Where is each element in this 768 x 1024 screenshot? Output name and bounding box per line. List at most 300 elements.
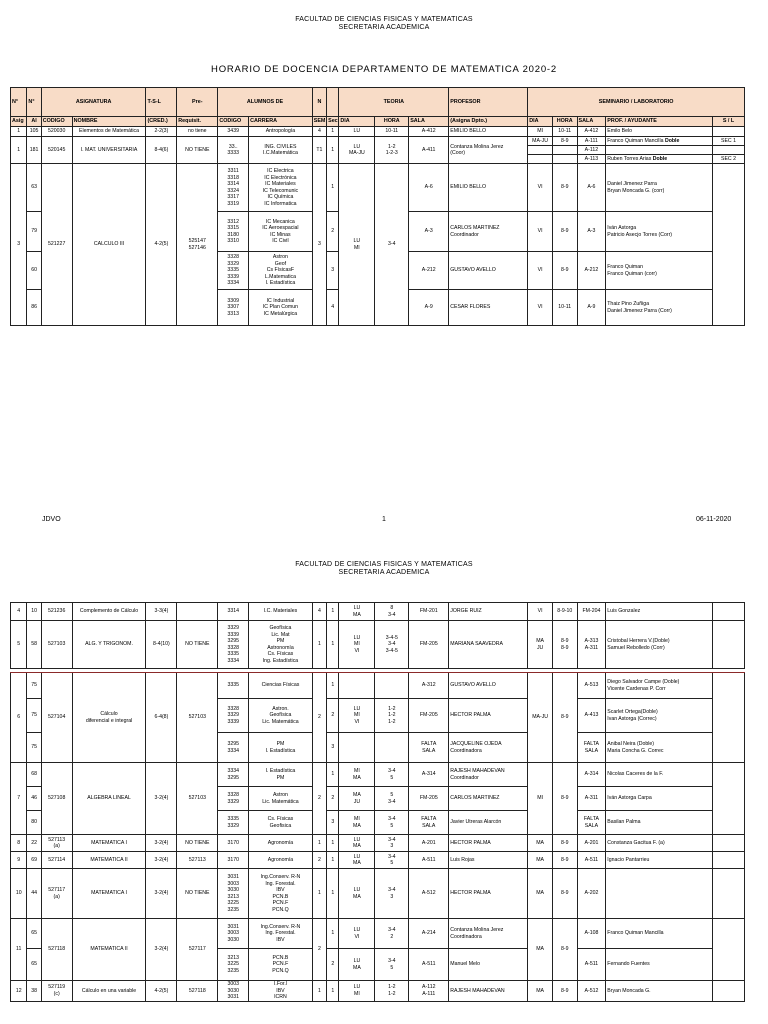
col-hora2: HORA — [552, 117, 577, 127]
cell-req: 525147 527146 — [177, 164, 218, 326]
cell-dia: LU — [339, 127, 375, 137]
cell-sala: A-6 — [409, 164, 449, 212]
cell-sem-sala: A-108 — [577, 919, 606, 949]
cell-profesor: RAJESH MAHADEVAN Coordinador — [449, 763, 528, 787]
cell-al: 75 — [27, 673, 41, 699]
cell-sem: 3 — [312, 164, 326, 326]
cell-sem-sala: A-512 — [577, 981, 606, 1002]
cell-sl — [713, 673, 745, 763]
cell-sala: A-9 — [409, 290, 449, 326]
cell-sem: 2 — [312, 919, 326, 981]
col-asig: Asig — [11, 117, 27, 127]
table-row — [11, 603, 745, 621]
cell-cred: 3-2(4) — [146, 852, 177, 869]
cell-profesor: RAJESH MAHADEVAN — [449, 981, 528, 1002]
cell-profesor: Manuel Melo — [449, 949, 528, 981]
cell-ayudante — [606, 137, 713, 146]
cell-carr-cod: 3439 — [218, 127, 249, 137]
table-row — [11, 763, 745, 787]
cell-asig: 1 — [11, 137, 27, 164]
cell-hora: 3-4 3 — [375, 835, 409, 852]
cell-asig: 7 — [11, 763, 27, 835]
cell-sem-hora: 8-9 — [552, 164, 577, 212]
cell-sala: A-511 — [409, 949, 449, 981]
cell-sem-sala: A-9 — [577, 290, 606, 326]
footer-date: 06-11-2020 — [696, 516, 732, 523]
cell-hora — [375, 673, 409, 699]
cell-sem-hora: 8-9 — [552, 981, 577, 1002]
cell-carrera: Antropología — [249, 127, 313, 137]
cell-dia: MI MA — [339, 763, 375, 787]
cell-req — [177, 603, 218, 621]
cell-sem-dia: VI — [528, 603, 553, 621]
cell-carr-cod: 3334 3295 — [218, 763, 249, 787]
cell-sem-hora — [552, 155, 577, 164]
cell-sem-hora: 8-9 — [552, 919, 577, 981]
cell-carr-cod: 3335 — [218, 673, 249, 699]
cell-codigo: 527118 — [41, 919, 72, 981]
cell-ayudante: Constanza Gacitua F. (a) — [606, 835, 713, 852]
cell-sem-sala: A-314 — [577, 763, 606, 787]
cell-sl — [713, 146, 745, 155]
cell-al: 80 — [27, 811, 41, 835]
cell-profesor: HECTOR PALMA — [449, 699, 528, 733]
cell-sem-hora: 8-9 — [552, 673, 577, 763]
cell-nombre: ALGEBRA LINEAL — [72, 763, 146, 835]
cell-cred: 2-2(3) — [146, 127, 177, 137]
cell-asig: 8 — [11, 835, 27, 852]
col-sala: SALA — [409, 117, 449, 127]
secretaria-header: SECRETARIA ACADEMICA — [338, 24, 430, 31]
cell-carrera: PCN.B PCN.F PCN.Q — [249, 949, 313, 981]
cell-cred: 3-2(4) — [146, 919, 177, 981]
cell-asig: 12 — [11, 981, 27, 1002]
cell-dia: LU MA-JU — [339, 137, 375, 164]
cell-sem-sala: A-511 — [577, 852, 606, 869]
cell-sem-dia: VI — [528, 164, 553, 212]
cell-codigo: 527108 — [41, 763, 72, 835]
cell-sec: 2 — [327, 212, 339, 252]
cell-ayudante — [606, 155, 713, 164]
cell-sem-dia: VI — [528, 252, 553, 290]
cell-carrera: Geofísica Lic. Mat PM Astronomía Cs. Físicas Ing. Estadística — [249, 621, 313, 669]
cell-hora: 3-4 3 — [375, 869, 409, 919]
cell-sem-sala: A-111 — [577, 137, 606, 146]
cell-al: 68 — [27, 763, 41, 787]
cell-carr-cod: 3295 3334 — [218, 733, 249, 763]
cell-al: 10 — [27, 603, 41, 621]
faculty-header: FACULTAD DE CIENCIAS FISICAS Y MATEMATICAS — [295, 16, 473, 23]
cell-carr-cod: 3309 3307 3313 — [218, 290, 249, 326]
cell-dia — [339, 733, 375, 763]
cell-hora: 5 3-4 — [375, 787, 409, 811]
cell-sem-hora: 10-11 — [552, 127, 577, 137]
cell-nombre: Cálculo diferencial e integral — [72, 673, 146, 763]
cell-sem: 4 — [312, 127, 326, 137]
cell-carr-cod: 33.. 3333 — [218, 137, 249, 164]
cell-sem-dia: MI — [528, 127, 553, 137]
cell-ayudante: Bryan Moncada G. — [606, 981, 713, 1002]
cell-sem-sala: A-313 A-311 — [577, 621, 606, 669]
cell-codigo: 527113 (a) — [41, 835, 72, 852]
cell-codigo: 520145 — [41, 137, 72, 164]
cell-sala: FALTA SALA — [409, 811, 449, 835]
cell-carr-cod: 3170 — [218, 835, 249, 852]
cell-dia — [339, 673, 375, 699]
cell-profesor: GUSTAVO AVELLO — [449, 252, 528, 290]
cell-nombre: Complemento de Cálculo — [72, 603, 146, 621]
cell-nombre: MATEMATICA I — [72, 869, 146, 919]
cell-sl — [713, 763, 745, 835]
cell-sem-hora: 8-9-10 — [552, 603, 577, 621]
cell-ayudante: Ignacio Pantarrieu — [606, 852, 713, 869]
cell-al: 181 — [27, 137, 41, 164]
cell-sem: 2 — [312, 673, 326, 763]
cell-sem-dia: MA — [528, 869, 553, 919]
cell-sec: 2 — [327, 699, 339, 733]
cell-sl — [713, 869, 745, 919]
cell-sem-sala: FM-204 — [577, 603, 606, 621]
table-row — [11, 919, 745, 949]
cell-sem-sala: A-6 — [577, 164, 606, 212]
cell-profesor: EMILIO BELLO — [449, 127, 528, 137]
cell-ayudante: Franco Quiman Franco Quiman (corr) — [606, 252, 713, 290]
cell-dia: LU VI — [339, 919, 375, 949]
col-tsl: T-S-L — [146, 88, 177, 117]
cell-req: 527113 — [177, 852, 218, 869]
cell-dia: MI MA — [339, 811, 375, 835]
cell-nombre: I. MAT. UNIVERSITARIA — [72, 137, 146, 164]
cell-carr-cod: 3329 3339 3295 3328 3335 3334 — [218, 621, 249, 669]
cell-al: 105 — [27, 127, 41, 137]
cell-ayudante: Franco Quiman Mancilla — [606, 919, 713, 949]
cell-nombre: ALG. Y TRIGONOM. — [72, 621, 146, 669]
cell-sem-sala: A-513 — [577, 673, 606, 699]
cell-sec: 1 — [327, 164, 339, 212]
cell-sem-sala: A-3 — [577, 212, 606, 252]
cell-nombre: MATEMATICA I — [72, 835, 146, 852]
cell-sala: A-212 — [409, 252, 449, 290]
table-row — [11, 869, 745, 919]
cell-al: 60 — [27, 252, 41, 290]
cell-sem-dia: MA — [528, 981, 553, 1002]
cell-ayudante: Cristobal Herrera V.(Doble) Samuel Rebolledo (Corr) — [606, 621, 713, 669]
col-asigna: (Asigna Dpto.) — [449, 117, 528, 127]
cell-sec: 1 — [327, 981, 339, 1002]
cell-al: 75 — [27, 699, 41, 733]
cell-dia: LU MA — [339, 949, 375, 981]
cell-sl — [713, 835, 745, 852]
cell-sem-hora: 8-9 — [552, 852, 577, 869]
table-row — [11, 127, 745, 137]
cell-sem-hora — [552, 146, 577, 155]
cell-carrera: Astron Geof Cs FísicasF L.Matematica I. Estadística — [249, 252, 313, 290]
cell-cred: 3-2(4) — [146, 869, 177, 919]
col-hora: HORA — [375, 117, 409, 127]
cell-carrera: Astron Lic. Matemática — [249, 787, 313, 811]
cell-nombre: Cálculo en una variable — [72, 981, 146, 1002]
cell-profesor: Contanza Molina Jerez Coordinadora — [449, 919, 528, 949]
cell-sec: 1 — [327, 835, 339, 852]
cell-sem-dia: MA JU — [528, 621, 553, 669]
cell-hora: 3-4 5 — [375, 852, 409, 869]
cell-hora: 3-4 5 — [375, 763, 409, 787]
cell-dia: LU MA — [339, 835, 375, 852]
cell-sala: A-312 — [409, 673, 449, 699]
cell-sec: 1 — [327, 852, 339, 869]
header-row-2 — [11, 117, 745, 127]
schedule-table-page1 — [10, 87, 745, 326]
cell-sem-sala: A-112 — [577, 146, 606, 155]
cell-profesor: EMILIO BELLO — [449, 164, 528, 212]
cell-al: 63 — [27, 164, 41, 212]
cell-carrera: Ing.Conserv. R-N Ing. Forestal. IBV PCN.B PCN.F PCN.Q — [249, 869, 313, 919]
table-row — [11, 835, 745, 852]
cell-sem-hora: 8-9 — [552, 835, 577, 852]
faculty-header-page2: FACULTAD DE CIENCIAS FISICAS Y MATEMATICAS — [295, 561, 473, 568]
cell-carrera: IC Mecanica IC Aeroespacial IC Minas IC Civil — [249, 212, 313, 252]
footer-author: JDVO — [42, 516, 61, 523]
cell-sem: T1 — [312, 137, 326, 164]
cell-req: NO TIENE — [177, 621, 218, 669]
cell-carrera: Agronomía — [249, 835, 313, 852]
cell-profesor: Contanza Molina Jerez (Coor) — [449, 137, 528, 164]
col-sala2: SALA — [577, 117, 606, 127]
cell-sala: A-112 A-111 — [409, 981, 449, 1002]
cell-carrera: ING. CIVILES I.C.Matemática — [249, 137, 313, 164]
cell-carr-cod: 3003 3030 3031 — [218, 981, 249, 1002]
cell-profesor: MARIANA SAAVEDRA — [449, 621, 528, 669]
cell-cred: 8-4(6) — [146, 137, 177, 164]
col-codigo: CODIGO — [41, 117, 72, 127]
col-dia: DIA — [339, 117, 375, 127]
cell-al: 65 — [27, 949, 41, 981]
cell-sl: SEC 2 — [713, 155, 745, 164]
cell-sala: FM-205 — [409, 621, 449, 669]
cell-profesor: GUSTAVO AVELLO — [449, 673, 528, 699]
cell-ayudante: Thaiz Pino Zuñiga Daniel Jimenez Parra (Corr) — [606, 290, 713, 326]
cell-dia: LU MA — [339, 603, 375, 621]
cell-carr-cod: 3335 3329 — [218, 811, 249, 835]
cell-sem-sala: A-412 — [577, 127, 606, 137]
cell-sem-dia: VI — [528, 290, 553, 326]
cell-profesor: CESAR FLORES — [449, 290, 528, 326]
cell-sem-hora: 8-9 — [552, 763, 577, 835]
cell-sem-hora: 10-11 — [552, 290, 577, 326]
cell-profesor: Javier Utreras Alarcón — [449, 811, 528, 835]
col-teoria: TEORIA — [339, 88, 449, 117]
cell-sala: A-512 — [409, 869, 449, 919]
cell-ayudante: Daniel Jimenez Parra Bryan Moncada G. (corr) — [606, 164, 713, 212]
col-codigo2: CODIGO — [218, 117, 249, 127]
col-sl: S / L — [713, 117, 745, 127]
cell-sem-sala: A-413 — [577, 699, 606, 733]
cell-sem-hora: 8-9 — [552, 137, 577, 146]
doble-tag: Doble — [652, 155, 668, 162]
cell-sec: 1 — [327, 673, 339, 699]
cell-dia: LU MI — [339, 981, 375, 1002]
cell-nombre: MATEMATICA II — [72, 919, 146, 981]
cell-sec: 1 — [327, 603, 339, 621]
table-row — [11, 852, 745, 869]
cell-sem-dia — [528, 155, 553, 164]
cell-sala: A-314 — [409, 763, 449, 787]
cell-cred: 3-2(4) — [146, 763, 177, 835]
cell-sem: 2 — [312, 763, 326, 835]
cell-req: no tiene — [177, 127, 218, 137]
cell-nombre: MATEMATICA II — [72, 852, 146, 869]
cell-sem-hora: 8-9 8-9 — [552, 621, 577, 669]
cell-sala: A-411 — [409, 137, 449, 164]
cell-sem-dia: MA-JU — [528, 137, 553, 146]
cell-sala: FM-201 — [409, 603, 449, 621]
cell-asig: 3 — [11, 164, 27, 326]
cell-cred: 4-2(5) — [146, 981, 177, 1002]
col-no2: N° — [27, 88, 41, 117]
cell-sl — [713, 919, 745, 981]
cell-req: NO TIENE — [177, 869, 218, 919]
cell-sem: 1 — [312, 869, 326, 919]
cell-sala: A-201 — [409, 835, 449, 852]
cell-carrera: PM I. Estadística — [249, 733, 313, 763]
cell-carrera: Ciencias Físicas — [249, 673, 313, 699]
cell-al: 86 — [27, 290, 41, 326]
cell-req: 527103 — [177, 673, 218, 763]
cell-al: 58 — [27, 621, 41, 669]
cell-codigo: 521236 — [41, 603, 72, 621]
cell-req: NO TIENE — [177, 137, 218, 164]
table-row — [11, 137, 745, 146]
col-carrera: CARRERA — [249, 117, 313, 127]
cell-al: 79 — [27, 212, 41, 252]
cell-hora: 10-11 — [375, 127, 409, 137]
cell-carr-cod: 3031 3003 3030 3213 3225 3235 — [218, 869, 249, 919]
cell-carrera: Ing.Conserv. R-N Ing. Forestal. IBV — [249, 919, 313, 949]
cell-sem-hora: 8-9 — [552, 212, 577, 252]
cell-carr-cod: 3328 3329 3335 3339 3334 — [218, 252, 249, 290]
cell-carrera: I. Estadística PM — [249, 763, 313, 787]
cell-sem-sala: FALTA SALA — [577, 811, 606, 835]
cell-sl — [713, 981, 745, 1002]
cell-hora: 3-4 2 — [375, 919, 409, 949]
cell-dia: LU MI — [339, 164, 375, 326]
cell-cred: 6-4(8) — [146, 673, 177, 763]
col-pre: Pre- — [177, 88, 218, 117]
cell-sec: 2 — [327, 787, 339, 811]
cell-asig: 10 — [11, 869, 27, 919]
cell-asig: 4 — [11, 603, 27, 621]
cell-al: 38 — [27, 981, 41, 1002]
cell-carr-cod: 3170 — [218, 852, 249, 869]
cell-sem-hora: 8-9 — [552, 252, 577, 290]
cell-sala: FM-205 — [409, 699, 449, 733]
cell-codigo: 520030 — [41, 127, 72, 137]
cell-sala: FALTA SALA — [409, 733, 449, 763]
cell-sem-dia: MA — [528, 919, 553, 981]
cell-sem-dia: MA — [528, 852, 553, 869]
header-row-1 — [11, 88, 745, 117]
cell-ayudante — [606, 146, 713, 155]
cell-carrera: Astron. Geofísica Lic. Matemática — [249, 699, 313, 733]
cell-nombre: Elementos de Matemática — [72, 127, 146, 137]
cell-carr-cod: 3213 3225 3235 — [218, 949, 249, 981]
cell-sala: FM-205 — [409, 787, 449, 811]
col-prof-ayud: PROF. / AYUDANTE — [606, 117, 713, 127]
table-row — [11, 981, 745, 1002]
cell-profesor: JACQUELINE OJEDA Coordinadora — [449, 733, 528, 763]
cell-sec: 1 — [327, 621, 339, 669]
col-sem: SEM — [312, 117, 326, 127]
cell-ayudante: Diego Salvador Campe (Doble) Vicente Cardenas P. Corr — [606, 673, 713, 699]
cell-codigo: 527119 (c) — [41, 981, 72, 1002]
cell-asig: 6 — [11, 673, 27, 763]
col-cred: (CRED.) — [146, 117, 177, 127]
cell-hora — [375, 733, 409, 763]
cell-req: 527117 — [177, 919, 218, 981]
cell-sec: 1 — [327, 763, 339, 787]
col-sec: Sec — [327, 117, 339, 127]
cell-profesor: CARLOS MARTINEZ Coordinador — [449, 212, 528, 252]
cell-profesor: HECTOR PALMA — [449, 835, 528, 852]
cell-ayudante: Scarlet Ortega(Doble) Ivan Astorga (Correc) — [606, 699, 713, 733]
cell-sem-dia: MA — [528, 835, 553, 852]
cell-codigo: 527104 — [41, 673, 72, 763]
cell-carr-cod: 3031 3003 3030 — [218, 919, 249, 949]
doble-tag: Doble — [664, 137, 680, 144]
cell-dia: LU MA — [339, 852, 375, 869]
cell-sem: 1 — [312, 621, 326, 669]
cell-al: 65 — [27, 919, 41, 949]
cell-profesor: Luis Rojas — [449, 852, 528, 869]
cell-ayudante: Nicolas Caceres de la F. — [606, 763, 713, 787]
cell-ayudante: Fernando Fuentes — [606, 949, 713, 981]
cell-asig: 5 — [11, 621, 27, 669]
cell-carrera: Agronomía — [249, 852, 313, 869]
cell-carrera: IC Industrial IC Plan Comun IC Metalúrgica — [249, 290, 313, 326]
cell-sem-sala: A-113 — [577, 155, 606, 164]
footer-page-number: 1 — [382, 516, 386, 523]
cell-ayudante: Basilan Palma — [606, 811, 713, 835]
col-al: Al — [27, 117, 41, 127]
cell-profesor: JORGE RUIZ — [449, 603, 528, 621]
cell-hora: 1-2 1-2 1-2 — [375, 699, 409, 733]
ayudante-name: Ruben Torres Arias — [607, 155, 652, 162]
cell-hora: 3-4 5 — [375, 811, 409, 835]
cell-req: 527103 — [177, 763, 218, 835]
page-title: HORARIO DE DOCENCIA DEPARTAMENTO DE MATEMATICA 2020-2 — [211, 64, 557, 75]
cell-sl — [713, 603, 745, 621]
cell-sem-sala: A-202 — [577, 869, 606, 919]
cell-carrera: Cs. Físicas Geofisica — [249, 811, 313, 835]
cell-codigo: 527117 (a) — [41, 869, 72, 919]
cell-sala: A-214 — [409, 919, 449, 949]
cell-sala: A-412 — [409, 127, 449, 137]
cell-carr-cod: 3314 — [218, 603, 249, 621]
cell-sec: 2 — [327, 949, 339, 981]
cell-req: NO TIENE — [177, 835, 218, 852]
cell-sem: 2 — [312, 852, 326, 869]
col-nombre: NOMBRE — [72, 117, 146, 127]
cell-sem-dia: MA-JU — [528, 673, 553, 763]
col-no: N° — [11, 88, 27, 117]
cell-al: 69 — [27, 852, 41, 869]
cell-sem: 1 — [312, 981, 326, 1002]
cell-cred: 3-3(4) — [146, 603, 177, 621]
cell-sl — [713, 164, 745, 326]
table-row — [11, 621, 745, 669]
cell-hora: 1-2 1-2 — [375, 981, 409, 1002]
col-seminario: SEMINARIO / LABORATORIO — [528, 88, 745, 117]
